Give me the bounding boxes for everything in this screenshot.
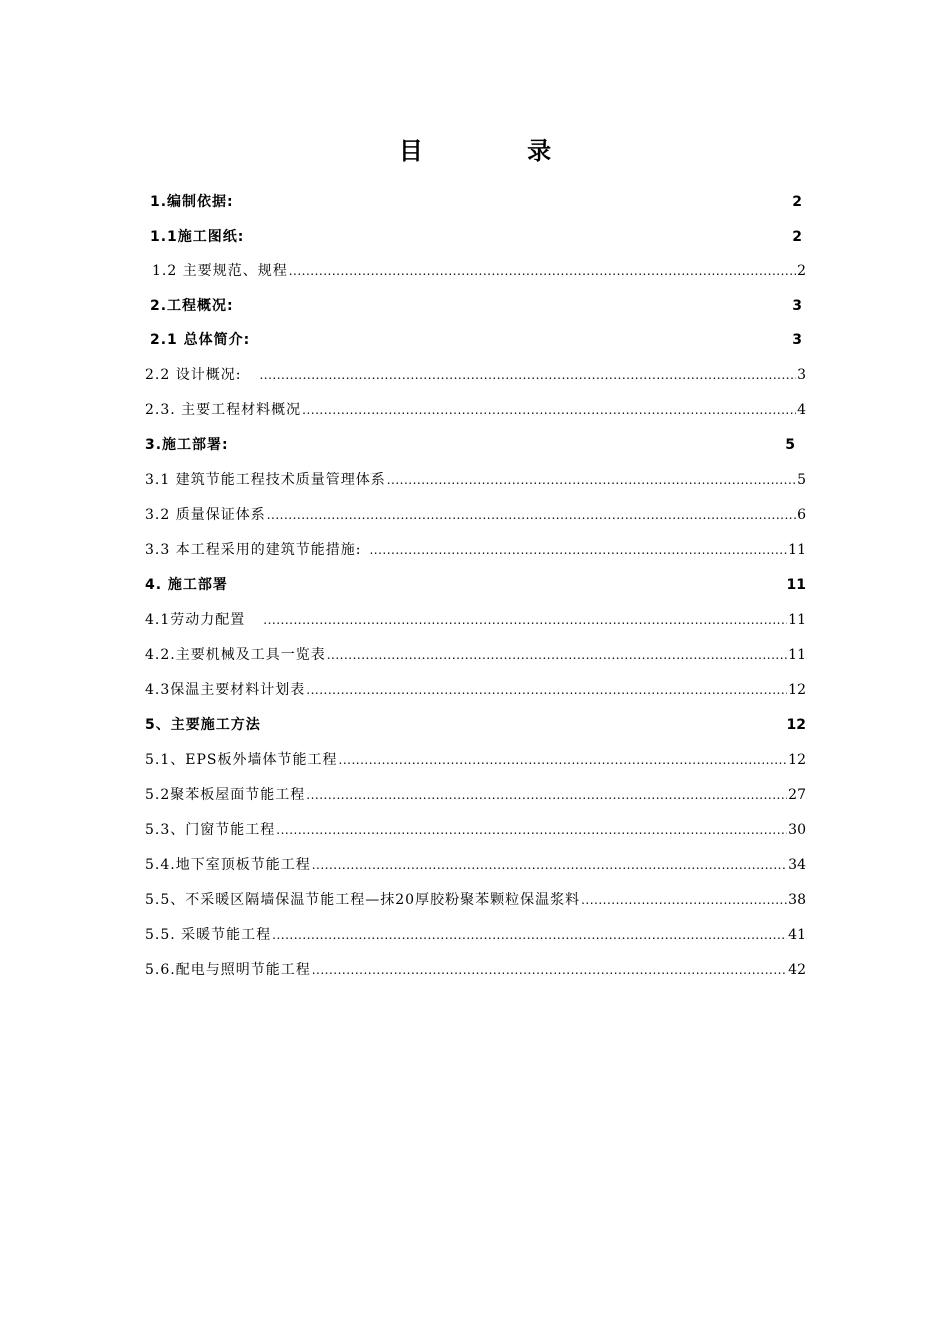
toc-entry-label: 4.1劳动力配置 — [145, 612, 246, 628]
toc-entry-page: 2 — [792, 194, 802, 210]
toc-entry[interactable] — [145, 538, 806, 562]
toc-entry-page: 27 — [788, 787, 806, 803]
toc-entry[interactable] — [145, 818, 806, 842]
dot-leader — [267, 503, 796, 527]
toc-entry-page: 12 — [786, 717, 806, 733]
toc-entry-page: 2 — [797, 263, 806, 279]
dot-leader — [327, 643, 787, 667]
toc-entry-page: 6 — [797, 507, 806, 523]
toc-entry-page: 12 — [788, 752, 806, 768]
toc-entry[interactable] — [145, 643, 806, 667]
toc-entry-page: 5 — [797, 472, 806, 488]
toc-entry-label: 5.4.地下室顶板节能工程 — [145, 857, 311, 873]
toc-entry-label: 5.6.配电与照明节能工程 — [145, 962, 311, 978]
toc-entry[interactable] — [145, 398, 806, 422]
toc-entry-label: 4.2.主要机械及工具一览表 — [145, 647, 326, 663]
toc-entry-page: 5 — [785, 437, 795, 453]
toc-entry[interactable] — [145, 503, 806, 527]
toc-entry-label: 4.3保温主要材料计划表 — [145, 682, 306, 698]
toc-entry[interactable] — [150, 328, 802, 352]
toc-entry-label: 2.3. 主要工程材料概况 — [145, 402, 302, 418]
toc-entry-page: 3 — [792, 332, 802, 348]
toc-entry-label: 3.3 本工程采用的建筑节能措施: — [145, 542, 362, 558]
toc-entry[interactable] — [150, 294, 802, 318]
toc-entry-label: 3.2 质量保证体系 — [145, 507, 266, 523]
toc-entry-page: 2 — [792, 229, 802, 245]
toc-entry[interactable] — [145, 363, 806, 387]
dot-leader — [369, 538, 787, 562]
toc-entry-label: 3.1 建筑节能工程技术质量管理体系 — [145, 472, 386, 488]
toc-entry-page: 42 — [788, 962, 806, 978]
toc-entry[interactable] — [150, 190, 802, 214]
toc-entry[interactable] — [145, 923, 806, 947]
toc-entry-page: 11 — [788, 542, 806, 558]
toc-entry[interactable] — [145, 853, 806, 877]
toc-entry-page: 34 — [788, 857, 806, 873]
toc-entry-page: 12 — [788, 682, 806, 698]
toc-entry[interactable] — [145, 748, 806, 772]
toc-entry-label: 4. 施工部署 — [145, 577, 228, 593]
toc-entry-page: 4 — [797, 402, 806, 418]
dot-leader — [312, 853, 787, 877]
toc-entry-label: 5.5. 采暖节能工程 — [145, 927, 272, 943]
toc-entry-label: 5.5、不采暖区隔墙保温节能工程—抹20厚胶粉聚苯颗粒保温浆料 — [145, 892, 581, 908]
toc-entry[interactable] — [145, 468, 806, 492]
dot-leader — [272, 923, 787, 947]
toc-entry-label: 1.2 主要规范、规程 — [152, 263, 288, 279]
toc-entry[interactable] — [145, 608, 806, 632]
toc-entry-label: 5.2聚苯板屋面节能工程 — [145, 787, 306, 803]
toc-entry[interactable] — [152, 259, 806, 283]
toc-entry-page: 41 — [788, 927, 806, 943]
toc-entry-label: 1.编制依据: — [150, 194, 234, 210]
toc-entry-page: 11 — [786, 577, 806, 593]
toc-entry-label: 1.1施工图纸: — [150, 229, 245, 245]
toc-entry-label: 3.施工部署: — [145, 437, 229, 453]
toc-entry-label: 2.工程概况: — [150, 298, 234, 314]
toc-entry[interactable] — [145, 433, 795, 457]
page-title: 目 录 — [398, 137, 600, 165]
toc-entry-page: 11 — [788, 612, 806, 628]
toc-entry-page: 38 — [788, 892, 806, 908]
toc-entry-page: 3 — [792, 298, 802, 314]
toc-entry-label: 5、主要施工方法 — [145, 717, 261, 733]
dot-leader — [339, 748, 788, 772]
dot-leader — [263, 608, 787, 632]
dot-leader — [581, 888, 787, 912]
toc-entry-page: 11 — [788, 647, 806, 663]
toc-entry-label: 5.1、EPS板外墙体节能工程 — [145, 752, 338, 768]
toc-entry-label: 5.3、门窗节能工程 — [145, 822, 276, 838]
dot-leader — [259, 363, 796, 387]
toc-entry-label: 2.2 设计概况: — [145, 367, 242, 383]
dot-leader — [387, 468, 796, 492]
toc-entry[interactable] — [145, 958, 806, 982]
toc-entry-page: 30 — [788, 822, 806, 838]
toc-entry-page: 3 — [797, 367, 806, 383]
dot-leader — [289, 259, 796, 283]
dot-leader — [302, 398, 796, 422]
toc-entry[interactable] — [145, 573, 806, 597]
toc-entry[interactable] — [145, 678, 806, 702]
dot-leader — [312, 958, 787, 982]
toc-entry-label: 2.1 总体简介: — [150, 332, 251, 348]
dot-leader — [306, 678, 787, 702]
toc-entry[interactable] — [145, 783, 806, 807]
toc-entry[interactable] — [145, 713, 806, 737]
dot-leader — [276, 818, 787, 842]
toc-entry[interactable] — [145, 888, 806, 912]
toc-entry[interactable] — [150, 225, 802, 249]
dot-leader — [306, 783, 787, 807]
